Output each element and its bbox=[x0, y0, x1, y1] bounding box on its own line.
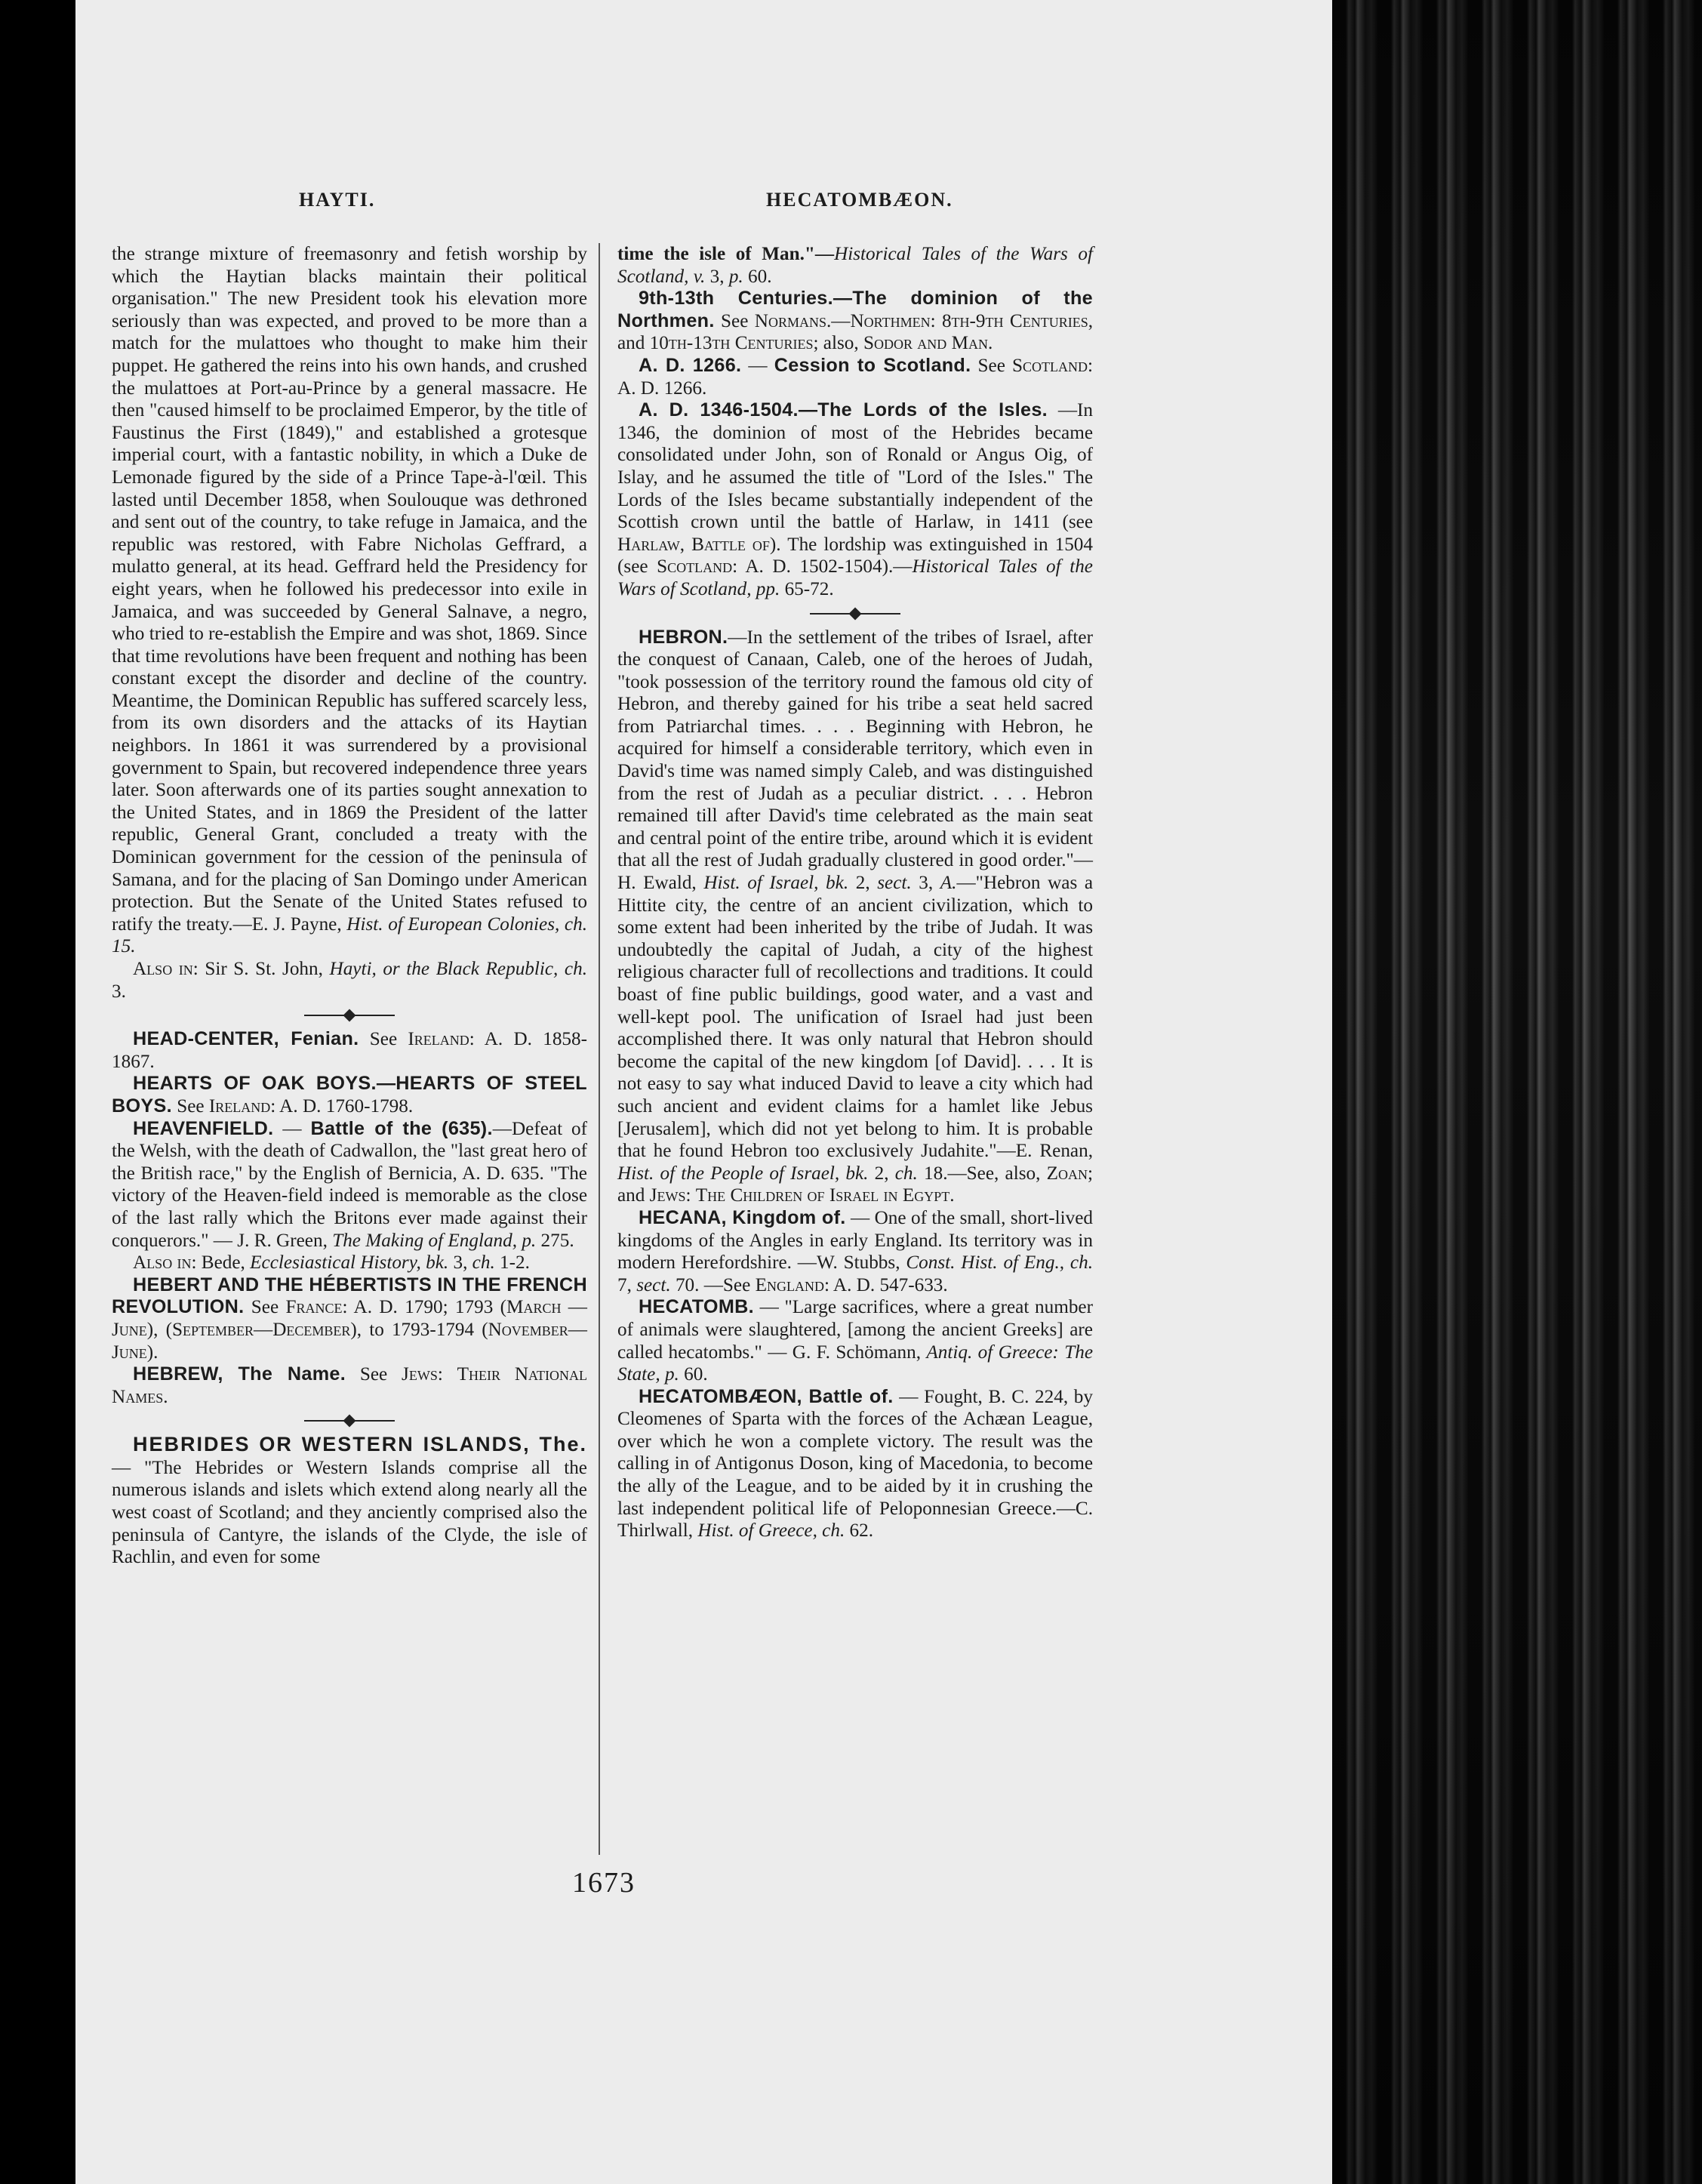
entry-headword: HECATOMBÆON, Battle of. bbox=[639, 1385, 894, 1407]
column-rule bbox=[599, 243, 600, 1855]
entry-headword: HECATOMB. bbox=[639, 1296, 754, 1318]
entry-text: : bbox=[437, 1364, 457, 1385]
entry-text: Ireland bbox=[208, 1095, 271, 1117]
entry-headword: Cession to Scotland. bbox=[774, 354, 971, 376]
entry-text: 2, bbox=[848, 873, 878, 894]
entry-text: Historical Tales of the Wars of Scotland, v. bbox=[617, 244, 1093, 287]
entry-text: 10th-13th Centuries bbox=[649, 333, 814, 354]
entry-text: . bbox=[163, 1386, 168, 1407]
entry-text: 60. bbox=[743, 266, 772, 287]
entry-text: See bbox=[971, 355, 1012, 376]
divider-diamond bbox=[343, 1415, 356, 1428]
section-divider bbox=[617, 601, 1093, 627]
dictionary-entry bbox=[112, 1073, 587, 1117]
page-number: 1673 bbox=[572, 1867, 636, 1899]
entry-text: : A. D. 1858-1867. bbox=[112, 1029, 587, 1072]
divider-diamond bbox=[343, 1009, 356, 1022]
also-in-reference bbox=[112, 1252, 587, 1274]
entry-text: Harlaw, Battle of bbox=[617, 534, 770, 555]
dictionary-entry bbox=[617, 1207, 1093, 1296]
running-head-left: HAYTI. bbox=[299, 189, 376, 211]
entry-text: ). bbox=[146, 1342, 159, 1363]
entry-text: 60. bbox=[679, 1364, 708, 1385]
entry-text: —"Hebron was a Hittite city, the centre of an ancient civilization, which to some extent had been inherited by the tribe of Judah. It was undoubtedly the capital of Judah, a city of the highest religious character full of recollections and traditions. It could boast of fine public buildings, good water, and a vast and well-kept pool. The unification of Israel had just been accomplished there. It was only natural that Hebron should become the capital of the new kingdom [of David]. . . . It is not easy to say what induced David to leave a city which had such ancient and evident claims for a hamlet like Jebus [Jerusalem], which did not yet belong to him. It is probable that he found Hebron too exclusively Judahite."—E. Renan, bbox=[617, 873, 1094, 1162]
entry-text: : bbox=[685, 1185, 696, 1206]
entry-text: Historical Tales of the Wars of Scotland, pp. bbox=[617, 556, 1093, 599]
section-divider bbox=[112, 1003, 587, 1028]
also-in-reference bbox=[112, 958, 587, 1003]
entry-text: Jews bbox=[402, 1364, 438, 1385]
entry-text: time the isle of Man."— bbox=[617, 244, 835, 264]
dictionary-entry bbox=[617, 627, 1093, 1207]
entry-headword: HEBREW, The Name. bbox=[133, 1363, 346, 1385]
entry-text: , and bbox=[617, 310, 1093, 354]
entry-headword: A. D. 1266. bbox=[639, 354, 742, 376]
entry-text: 3. bbox=[112, 981, 126, 1002]
entry-text: ), to 1793-1794 ( bbox=[350, 1319, 488, 1340]
entry-text: : A. D. 1266. bbox=[617, 355, 1094, 399]
running-head-right: HECATOMBÆON. bbox=[766, 189, 953, 211]
entry-text: — "The Hebrides or Western Islands comprise all the numerous islands and islets which extend along nearly all the west coast of Scotland; and they anciently comprised also the peninsula of Cantyre, the islands of the Clyde, the isle of Rachlin, and even for some bbox=[112, 1457, 587, 1568]
entry-text: Scotland bbox=[1012, 355, 1088, 376]
entry-text: A. bbox=[940, 873, 957, 894]
entry-headword: HEARTS OF OAK BOYS.—HEARTS OF STEEL BOYS. bbox=[112, 1073, 587, 1117]
entry-text: Ecclesiastical History, bk. bbox=[250, 1252, 449, 1274]
entry-text: 2, bbox=[868, 1163, 895, 1184]
entry-headword: HEAVENFIELD. bbox=[133, 1117, 274, 1139]
entry-text: March — June bbox=[112, 1297, 587, 1340]
entry-text: : Bede, bbox=[191, 1252, 251, 1274]
continued-text bbox=[617, 243, 1093, 288]
entry-text: Hist. of the People of Israel, bk. bbox=[617, 1163, 869, 1184]
entry-text: France bbox=[285, 1297, 343, 1318]
entry-text: —In the settlement of the tribes of Israel, after the conquest of Canaan, Caleb, one of the heroes of Judah, "took possession of the territory round the famous old city of Hebron, and thereby gained for his tribe a seat held sacred from Patriarchal times. . . . Beginning with Hebron, he acquired for himself a considerable territory, which even in David's time was named simply Caleb, and was distinguished from the rest of Judah as a peculiar district. . . . Hebron remained till after David's time celebrated as the main seat and central point of the entire tribe, around which it is evident that all the rest of Judah gradually clustered in good order."—H. Ewald, bbox=[617, 627, 1093, 894]
entry-headword: HEBRIDES OR WESTERN ISLANDS, The. bbox=[133, 1433, 587, 1456]
dictionary-entry bbox=[112, 1028, 587, 1073]
entry-text: . bbox=[987, 333, 993, 354]
section-divider bbox=[112, 1408, 587, 1434]
entry-text: September—December bbox=[172, 1319, 351, 1340]
entry-text: England bbox=[755, 1274, 824, 1295]
entry-text: Jews bbox=[649, 1185, 686, 1206]
dictionary-entry bbox=[112, 1434, 587, 1569]
entry-text: : Sir S. St. John, bbox=[192, 959, 330, 979]
dictionary-entry bbox=[617, 355, 1093, 399]
entry-text: 1-2. bbox=[494, 1252, 530, 1274]
entry-text: Normans.—Northmen: 8th-9th Centuries bbox=[754, 310, 1088, 331]
dictionary-entry bbox=[112, 1118, 587, 1252]
entry-text: ch. bbox=[894, 1163, 918, 1184]
entry-text: The Children of Israel in Egypt bbox=[695, 1185, 950, 1206]
entry-headword: HECANA, Kingdom of. bbox=[639, 1206, 846, 1228]
entry-text: Zoan bbox=[1046, 1163, 1088, 1184]
scan-dark-margin bbox=[1332, 0, 1702, 2184]
entry-text: the strange mixture of freemasonry and fetish worship by which the Haytian blacks maintain their political organisation." The new President took his elevation more seriously than was expected, and proved to be more than a match for the mulattoes who thought to make him their puppet. He gathered the reins into his own hands, and crushed the mulattoes at Port-au-Prince by a general massacre. He then "caused himself to be proclaimed Emperor, by the title of Faustinus the First (1849)," and established a grotesque imperial court, with a fantastic nobility, in which a Duke de Lemonade figured by the side of a Prince Tape-à-l'œil. This lasted until December 1858, when Soulouque was dethroned and sent out of the country, to take refuge in Jamaica, and the republic was restored, with Fabre Nicholas Geffrard, a mulatto general, at its head. Geffrard held the Presidency for eight years, when he followed his predecessor into exile in Jamaica, and was succeeded by General Salnave, a negro, who tried to re-establish the Empire and was shot, 1869. Since that time revolutions have been frequent and nothing has been constant except the disorder and decline of the country. Meantime, the Dominican Republic has suffered scarcely less, from its own disorders and the attacks of its Haytian neighbors. In 1861 it was surrendered by a provisional government to Spain, but recovered independence three years later. Soon afterwards one of its parties sought annexation to the United States, and in 1869 the President of the latter republic, General Grant, concluded a treaty with the Dominican government for the cession of the peninsula of Samana, and for the placing of San Domingo under American protection. But the Senate of the United States refused to ratify the treaty.—E. J. Payne, bbox=[112, 244, 587, 935]
entry-text: Also in bbox=[133, 1252, 192, 1274]
entry-text: 3, bbox=[705, 266, 729, 287]
entry-text: —In 1346, the dominion of most of the Hebrides became consolidated under John, son of Ronald or Angus Oig, of Islay, and he assumed the title of "Lord of the Isles." The Lords of the Isles became substantially independent of the Scottish crown until the battle of Harlaw, in 1411 (see bbox=[617, 400, 1093, 533]
entry-text: See bbox=[359, 1029, 408, 1050]
entry-text: : A. D. 1502-1504).— bbox=[732, 556, 913, 578]
entry-text: —Defeat of the Welsh, with the death of Cadwallon, the "last great hero of the British race," by the English of Bernicia, A. D. 635. "The victory of the Heaven-field indeed is memorable as the close of the last rally which the Britons ever made against their conquerors." — J. R. Green, bbox=[112, 1118, 587, 1251]
entry-text: ; also, bbox=[813, 333, 863, 354]
entry-text: 70. —See bbox=[670, 1274, 756, 1295]
entry-text: Their National Names bbox=[112, 1364, 588, 1407]
entry-headword: HEAD-CENTER, Fenian. bbox=[133, 1028, 359, 1050]
entry-text: ; and bbox=[617, 1163, 1093, 1206]
entry-text: — bbox=[273, 1118, 311, 1139]
dictionary-entry bbox=[617, 399, 1093, 600]
entry-text: Scotland bbox=[657, 556, 733, 578]
entry-text: : A. D. 1790; 1793 ( bbox=[342, 1297, 507, 1318]
entry-text: See bbox=[714, 310, 755, 331]
dictionary-entry bbox=[617, 288, 1093, 355]
entry-text: See bbox=[346, 1364, 402, 1385]
entry-text: p. bbox=[728, 266, 743, 287]
entry-text: : A. D. 547-633. bbox=[823, 1274, 948, 1295]
entry-headword: A. D. 1346-1504.—The Lords of the Isles. bbox=[639, 399, 1048, 421]
entry-text: Antiq. of Greece: The State, p. bbox=[617, 1342, 1093, 1385]
entry-text: — bbox=[741, 355, 774, 376]
continued-text bbox=[112, 243, 587, 958]
dictionary-entry bbox=[617, 1296, 1093, 1385]
divider-diamond bbox=[849, 607, 862, 620]
entry-text: — One of the small, short-lived kingdoms of the Angles in early England. Its territory was in modern Herefordshire. —W. Stubbs, bbox=[617, 1207, 1093, 1274]
entry-text: Sodor and Man bbox=[863, 333, 988, 354]
entry-headword: HEBRON. bbox=[639, 626, 728, 648]
entry-text: Hist. of European Colonies, ch. 15. bbox=[112, 913, 587, 957]
entry-text: See bbox=[244, 1297, 286, 1318]
entry-text: : A. D. 1760-1798. bbox=[270, 1095, 414, 1117]
entry-text: Ireland bbox=[408, 1029, 469, 1050]
entry-text: — "Large sacrifices, where a great number of animals were slaughtered, [among the ancient Greeks] are called hecatombs." — G. F. Schömann, bbox=[617, 1297, 1093, 1363]
entry-text: Also in bbox=[133, 959, 193, 979]
entry-text: November—June bbox=[112, 1319, 587, 1363]
entry-text: See bbox=[171, 1095, 209, 1117]
entry-text: 7, bbox=[617, 1274, 637, 1295]
entry-text: 275. bbox=[536, 1230, 574, 1251]
entry-text: 3, bbox=[448, 1252, 472, 1274]
entry-text: sect. bbox=[877, 873, 912, 894]
dictionary-entry bbox=[112, 1363, 587, 1408]
entry-text: Hist. of Israel, bk. bbox=[703, 873, 849, 894]
entry-text: Const. Hist. of Eng., ch. bbox=[906, 1252, 1093, 1274]
dictionary-entry bbox=[617, 1386, 1093, 1542]
entry-text: 3, bbox=[911, 873, 940, 894]
dictionary-entry bbox=[112, 1274, 587, 1363]
entry-text: ), ( bbox=[146, 1319, 172, 1340]
left-column bbox=[112, 243, 587, 1569]
entry-text: . bbox=[949, 1185, 955, 1206]
entry-text: — Fought, B. C. 224, by Cleomenes of Sparta with the forces of the Achæan League, over which he won a complete victory. The result was the calling in of Antigonus Doson, king of Macedonia, to become the ally of the League, and to be aided by it in crushing the last independent political life of Peloponnesian Greece.—C. Thirlwall, bbox=[617, 1386, 1093, 1542]
entry-headword: Battle of the (635). bbox=[310, 1117, 493, 1139]
entry-text: Hayti, or the Black Republic, ch. bbox=[329, 959, 587, 979]
right-column bbox=[617, 243, 1093, 1542]
entry-text: 18.—See, also, bbox=[917, 1163, 1047, 1184]
entry-text: Hist. of Greece, ch. bbox=[697, 1520, 845, 1542]
entry-headword: HEBERT AND THE HÉBERTISTS IN THE FRENCH REVOLUTION. bbox=[112, 1274, 587, 1318]
entry-text: The Making of England, p. bbox=[332, 1230, 537, 1251]
entry-text: ch. bbox=[472, 1252, 495, 1274]
entry-text: ). The lordship was extinguished in 1504 (see bbox=[617, 534, 1093, 578]
entry-text: 62. bbox=[845, 1520, 874, 1542]
entry-text: 65-72. bbox=[780, 578, 834, 599]
entry-text: sect. bbox=[636, 1274, 671, 1295]
entry-headword: 9th-13th Centuries.—The dominion of the Northmen. bbox=[617, 288, 1093, 331]
